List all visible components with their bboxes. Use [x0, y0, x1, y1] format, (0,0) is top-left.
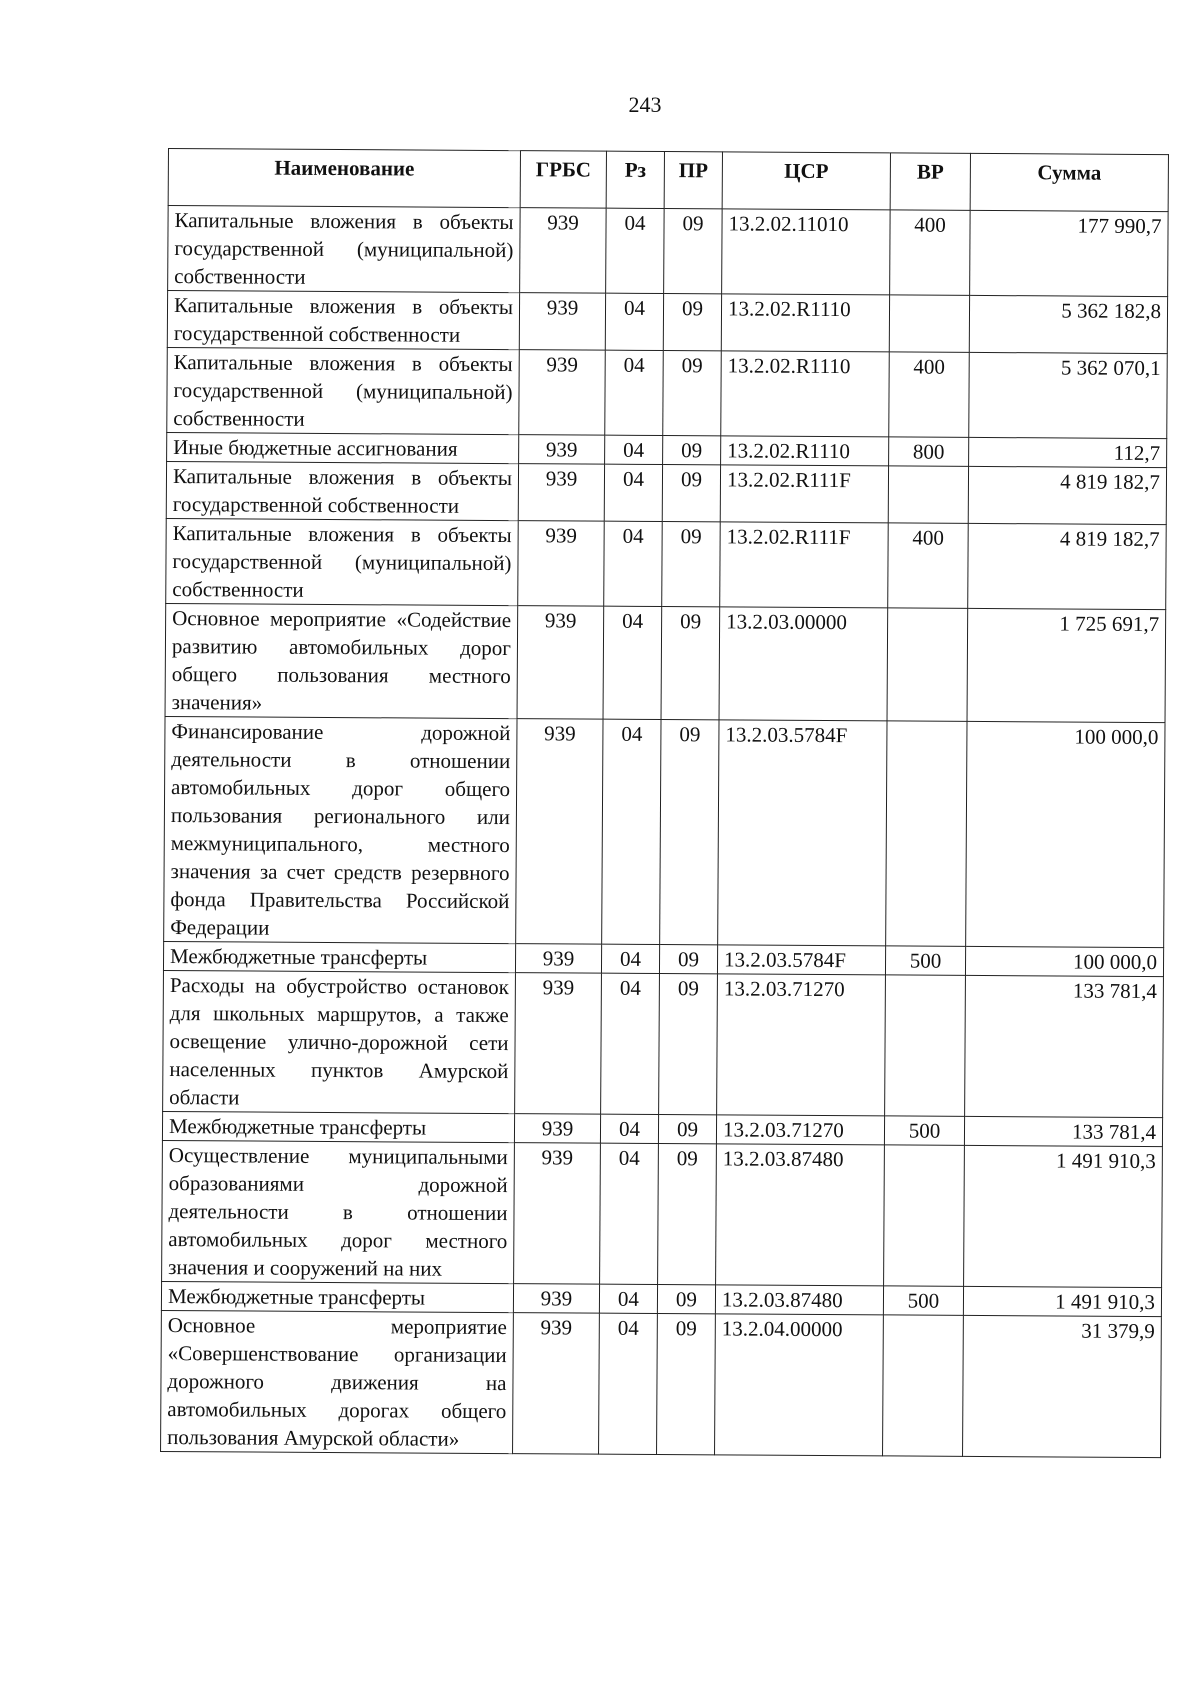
cell-vr: 400 — [889, 352, 970, 437]
cell-csr: 13.2.03.71270 — [717, 974, 886, 1116]
cell-vr: 500 — [884, 1116, 964, 1145]
cell-rz: 04 — [605, 435, 663, 464]
cell-pr: 09 — [662, 522, 721, 607]
cell-grbs: 939 — [519, 435, 605, 465]
cell-name: Иные бюджетные ассигнования — [167, 432, 519, 463]
cell-grbs: 939 — [519, 350, 606, 436]
cell-vr — [888, 466, 968, 523]
cell-pr: 09 — [657, 1314, 716, 1455]
cell-grbs: 939 — [519, 293, 605, 351]
cell-sum: 100 000,0 — [966, 721, 1165, 947]
page-number: 243 — [628, 92, 662, 117]
table-row — [165, 603, 1166, 722]
cell-sum: 1 491 910,3 — [964, 1145, 1163, 1287]
table-header-row — [168, 149, 1168, 212]
cell-pr: 09 — [659, 974, 718, 1115]
cell-csr: 13.2.02.R111F — [720, 465, 888, 523]
cell-rz: 04 — [604, 464, 662, 521]
cell-name: Межбюджетные трансферты — [162, 1111, 514, 1142]
cell-csr: 13.2.02.R1110 — [721, 436, 889, 466]
cell-sum: 4 819 182,7 — [968, 466, 1166, 524]
cell-sum: 1 725 691,7 — [967, 608, 1166, 722]
cell-name: Основное мероприятие «Содействие развитию автомобильных дорог общего пользования местного значения» — [165, 603, 518, 718]
table-row — [164, 716, 1165, 947]
cell-pr: 09 — [657, 1285, 715, 1314]
cell-name: Капитальные вложения в объекты государственной (муниципальной) собственности — [166, 518, 519, 605]
cell-pr: 09 — [658, 1115, 716, 1144]
cell-csr: 13.2.03.5784F — [718, 720, 887, 946]
cell-rz: 04 — [602, 719, 661, 944]
cell-vr: 500 — [885, 946, 965, 975]
cell-name: Расходы на обустройство остановок для школьных маршрутов, а также освещение улично-дорожной сети населенных пунктов Амурской области — [163, 970, 516, 1113]
cell-sum: 5 362 070,1 — [969, 352, 1168, 438]
table-row — [167, 291, 1167, 354]
cell-csr: 13.2.03.5784F — [717, 945, 885, 975]
cell-csr: 13.2.04.00000 — [715, 1314, 884, 1456]
cell-grbs: 939 — [516, 719, 603, 945]
cell-name: Межбюджетные трансферты — [161, 1281, 513, 1312]
cell-name: Осуществление муниципальными образованиями дорожной деятельности в отношении автомобильных дорог местного значения и сооружений на них — [162, 1140, 515, 1283]
cell-pr: 09 — [660, 720, 719, 945]
cell-name: Межбюджетные трансферты — [163, 941, 515, 972]
cell-grbs: 939 — [520, 208, 607, 294]
header-grbs: ГРБС — [520, 151, 606, 209]
table-row — [161, 1310, 1162, 1457]
cell-pr: 09 — [662, 465, 720, 522]
cell-vr — [887, 608, 968, 721]
cell-vr — [886, 721, 967, 946]
cell-grbs: 939 — [518, 521, 605, 607]
cell-grbs: 939 — [518, 464, 604, 522]
cell-vr — [884, 1145, 965, 1286]
cell-sum: 177 990,7 — [970, 210, 1169, 296]
cell-rz: 04 — [601, 973, 660, 1114]
cell-vr: 400 — [890, 210, 971, 295]
cell-rz: 04 — [599, 1313, 658, 1454]
cell-sum: 5 362 182,8 — [969, 295, 1167, 353]
table-row — [168, 206, 1169, 297]
cell-pr: 09 — [663, 294, 721, 351]
cell-pr: 09 — [663, 436, 721, 465]
cell-rz: 04 — [604, 521, 663, 606]
cell-rz: 04 — [605, 293, 663, 350]
cell-sum: 31 379,9 — [963, 1315, 1162, 1457]
cell-rz: 04 — [599, 1284, 657, 1313]
cell-csr: 13.2.02.11010 — [722, 209, 891, 295]
table-row — [167, 347, 1168, 438]
cell-rz: 04 — [603, 606, 662, 719]
header-sum: Сумма — [970, 153, 1168, 211]
cell-sum: 133 781,4 — [965, 975, 1164, 1117]
header-vr: ВР — [890, 153, 970, 210]
cell-rz: 04 — [600, 1143, 659, 1284]
cell-name: Капитальные вложения в объекты государственной (муниципальной) собственности — [167, 347, 520, 434]
cell-name: Капитальные вложения в объекты государственной собственности — [166, 461, 518, 520]
cell-grbs: 939 — [513, 1313, 600, 1455]
cell-name: Капитальные вложения в объекты государственной (муниципальной) собственности — [168, 206, 521, 293]
cell-vr: 400 — [888, 523, 969, 608]
cell-vr — [885, 975, 966, 1116]
cell-csr: 13.2.03.71270 — [716, 1115, 884, 1145]
table-body — [161, 206, 1169, 1458]
cell-csr: 13.2.03.00000 — [719, 607, 888, 721]
cell-grbs: 939 — [515, 973, 602, 1115]
header-rz: Рз — [606, 151, 664, 208]
cell-pr: 09 — [658, 1144, 717, 1285]
cell-grbs: 939 — [514, 1143, 601, 1285]
cell-csr: 13.2.03.87480 — [715, 1285, 883, 1315]
table-row — [166, 518, 1167, 609]
cell-sum: 1 491 910,3 — [963, 1286, 1161, 1316]
cell-rz: 04 — [605, 350, 664, 435]
cell-grbs: 939 — [514, 1114, 600, 1144]
cell-pr: 09 — [664, 209, 723, 294]
budget-table — [160, 148, 1169, 1458]
cell-sum: 100 000,0 — [965, 946, 1163, 976]
cell-grbs: 939 — [513, 1284, 599, 1314]
cell-vr — [889, 295, 969, 352]
table-row — [162, 1140, 1163, 1287]
cell-csr: 13.2.02.R1110 — [721, 351, 890, 437]
cell-sum: 133 781,4 — [964, 1116, 1162, 1146]
cell-vr: 800 — [889, 437, 969, 466]
cell-grbs: 939 — [517, 606, 604, 720]
cell-pr: 09 — [659, 945, 717, 974]
table-row — [163, 970, 1164, 1117]
cell-pr: 09 — [663, 351, 722, 436]
cell-name: Основное мероприятие «Совершенствование организации дорожного движения на автомобильных дорогах общего пользования Амурской области» — [161, 1310, 514, 1453]
table-row — [166, 461, 1166, 524]
header-name: Наименование — [168, 149, 520, 208]
cell-vr: 500 — [883, 1286, 963, 1315]
cell-vr — [883, 1315, 964, 1456]
cell-name: Капитальные вложения в объекты государственной собственности — [167, 291, 519, 350]
cell-sum: 112,7 — [969, 437, 1167, 467]
cell-name: Финансирование дорожной деятельности в отношении автомобильных дорог общего пользования регионального или межмуниципального, местного значения за счет средств резервного фонда Правительства Российской Федерации — [164, 716, 517, 943]
cell-rz: 04 — [600, 1114, 658, 1143]
cell-pr: 09 — [661, 607, 720, 720]
header-pr: ПР — [664, 152, 722, 209]
cell-rz: 04 — [606, 208, 665, 293]
cell-sum: 4 819 182,7 — [968, 523, 1167, 609]
cell-csr: 13.2.02.R111F — [720, 522, 889, 608]
cell-rz: 04 — [601, 944, 659, 973]
cell-csr: 13.2.02.R1110 — [721, 294, 889, 352]
cell-csr: 13.2.03.87480 — [716, 1144, 885, 1286]
cell-grbs: 939 — [515, 944, 601, 974]
header-csr: ЦСР — [722, 152, 890, 210]
